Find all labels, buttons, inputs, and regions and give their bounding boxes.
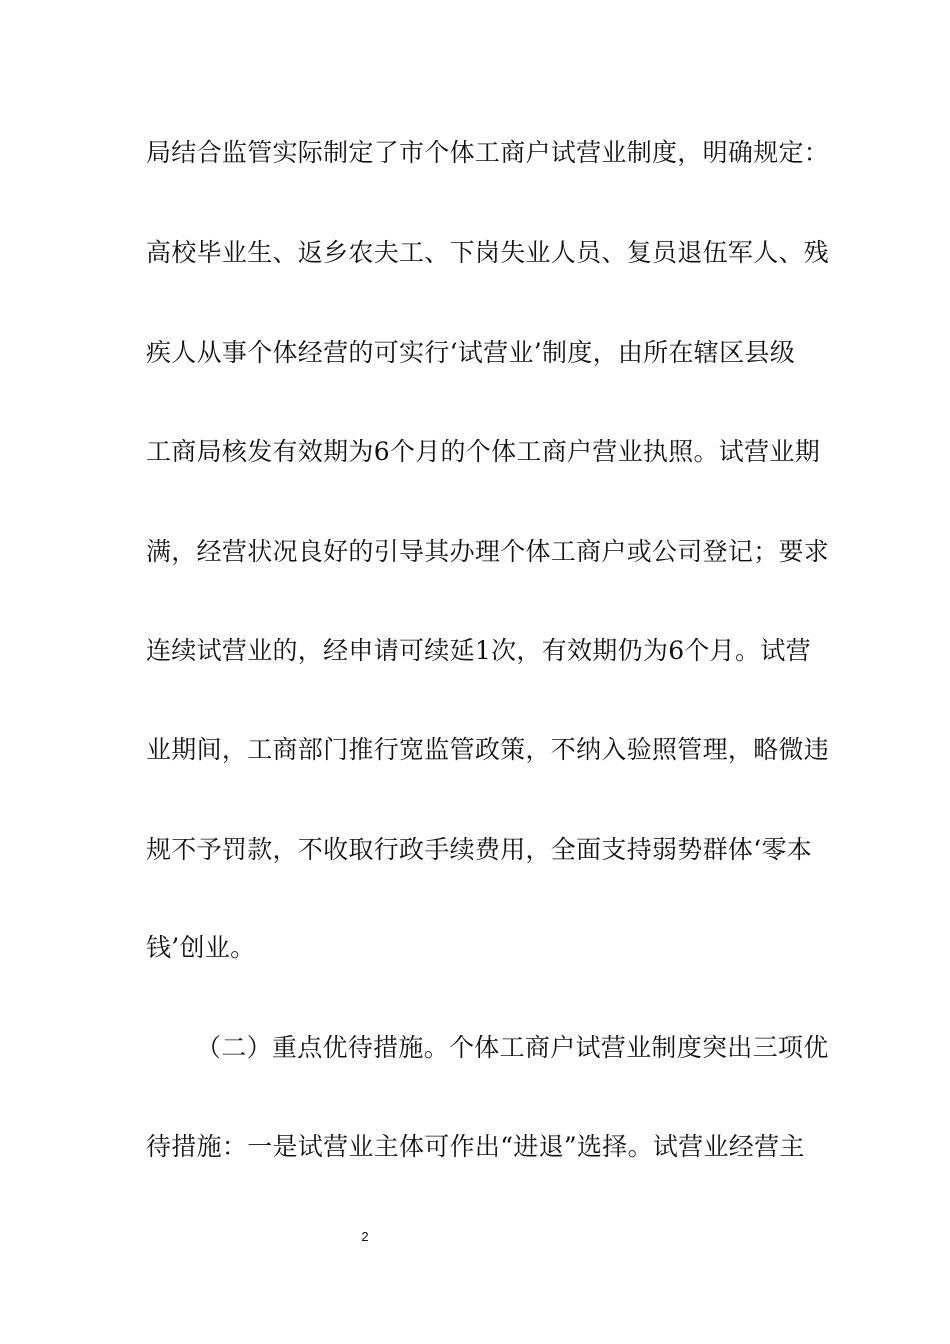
text-line-2: 高校毕业生、返乡农夫工、下岗失业人员、复员退伍军人、残 bbox=[146, 238, 830, 267]
text-line-11: 待措施：一是试营业主体可作出“进退”选择。试营业经营主 bbox=[146, 1132, 805, 1161]
text-line-4: 工商局核发有效期为6个月的个体工商户营业执照。试营业期 bbox=[146, 437, 821, 466]
text-line-10: （二）重点优待措施。个体工商户试营业制度突出三项优 bbox=[196, 1033, 829, 1062]
text-line-8: 规不予罚款，不收取行政手续费用，全面支持弱势群体‘零本 bbox=[146, 835, 813, 864]
text-line-9: 钱’创业。 bbox=[146, 933, 256, 962]
text-line-1: 局结合监管实际制定了市个体工商户试营业制度，明确规定： bbox=[146, 138, 830, 167]
page-number: 2 bbox=[361, 1229, 369, 1244]
text-line-6: 连续试营业的，经申请可续延1次，有效期仍为6个月。试营 bbox=[146, 636, 811, 665]
text-line-5: 满，经营状况良好的引导其办理个体工商户或公司登记；要求 bbox=[146, 537, 830, 566]
text-line-7: 业期间，工商部门推行宽监管政策，不纳入验照管理，略微违 bbox=[146, 735, 830, 764]
text-line-3: 疾人从事个体经营的可实行‘试营业’制度，由所在辖区县级 bbox=[146, 338, 795, 367]
